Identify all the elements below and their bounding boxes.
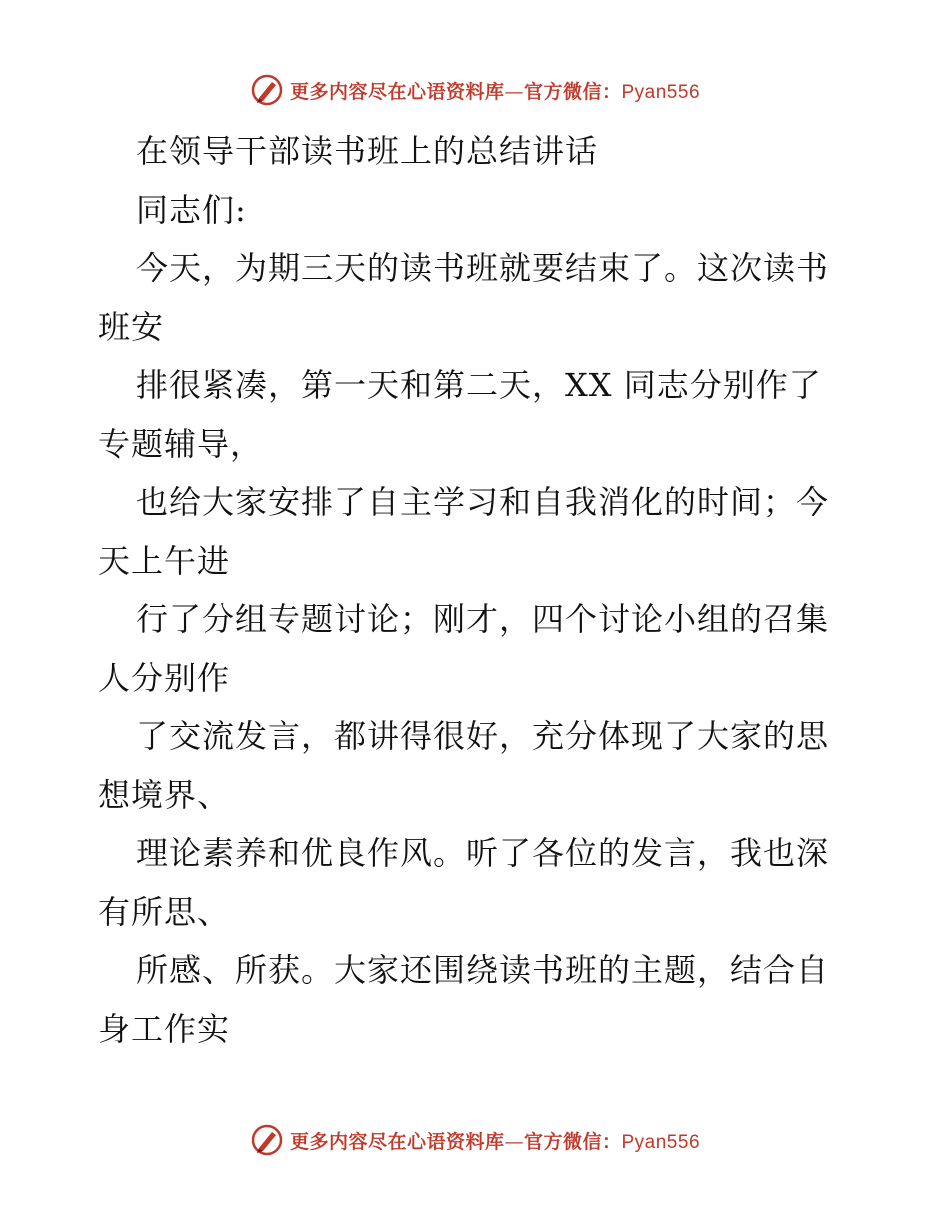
header-banner-wechat-id: Pyan556: [621, 81, 701, 103]
document-line: 行了分组专题讨论；刚才，四个讨论小组的召集: [136, 600, 830, 638]
document-line: 人分别作: [98, 658, 231, 697]
document-line: 班安: [98, 307, 165, 346]
footer-banner-wechat-id: Pyan556: [621, 1131, 701, 1153]
document-line: 今天，为期三天的读书班就要结束了。这次读书: [136, 249, 830, 287]
header-banner-wechat-label: 官方微信：: [523, 80, 622, 103]
document-line: 也给大家安排了自主学习和自我消化的时间；今: [136, 483, 830, 521]
document-body: [98, 122, 858, 1058]
pen-nib-logo-icon: [250, 73, 284, 107]
document-line: 所感、所获。大家还围绕读书班的主题，结合自: [136, 951, 830, 989]
footer-banner-wechat-label: 官方微信：: [523, 1130, 622, 1153]
document-line: 有所思、: [98, 892, 231, 931]
document-line: 排很紧凑，第一天和第二天，XX 同志分别作了: [136, 366, 822, 404]
footer-banner-separator: —: [504, 1130, 524, 1153]
header-banner: [0, 70, 950, 110]
document-line: 天上午进: [98, 541, 231, 580]
header-banner-slogan: 更多内容尽在心语资料库: [289, 80, 505, 103]
footer-banner: [0, 1120, 950, 1160]
footer-banner-slogan: 更多内容尽在心语资料库: [289, 1130, 505, 1153]
document-line: 了交流发言，都讲得很好，充分体现了大家的思: [136, 717, 830, 755]
document-salutation: 同志们:: [136, 190, 247, 229]
document-line: 想境界、: [98, 775, 231, 814]
pen-nib-logo-icon: [250, 1123, 284, 1157]
document-line: 身工作实: [98, 1009, 231, 1048]
document-title: 在领导干部读书班上的总结讲话: [136, 132, 599, 170]
footer-banner-text: [290, 1127, 700, 1154]
document-line: 专题辅导，: [98, 424, 264, 463]
footer-banner-content: [250, 1123, 700, 1157]
header-banner-content: [250, 73, 700, 107]
document-paragraph: [98, 239, 858, 1058]
header-banner-text: [290, 77, 700, 104]
document-line: 理论素养和优良作风。听了各位的发言，我也深: [136, 834, 830, 872]
header-banner-separator: —: [504, 80, 524, 103]
